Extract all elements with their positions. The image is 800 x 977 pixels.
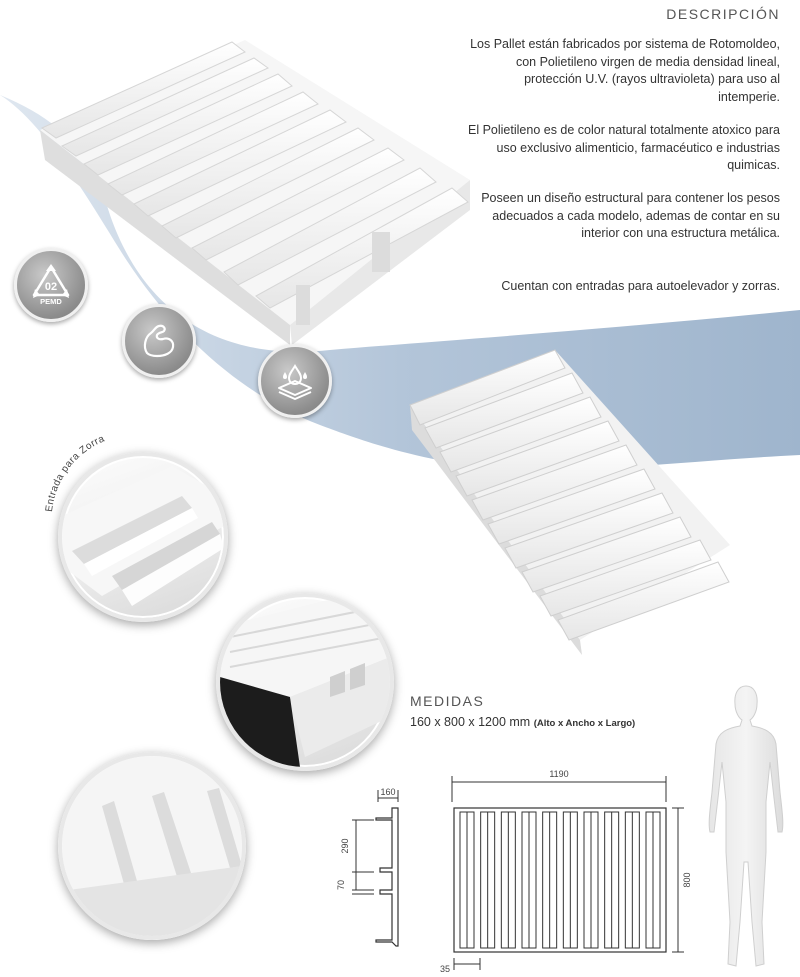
strength-badge — [122, 304, 196, 378]
descripcion-paragraph-4: Cuentan con entradas para autoelevador y zorras. — [501, 279, 780, 293]
dim-top-35: 35 — [440, 964, 450, 974]
recycle-code: 02 — [44, 281, 58, 293]
dim-side-290: 290 — [340, 838, 350, 854]
pallet-top-illustration — [40, 40, 470, 345]
recycle-badge — [14, 248, 88, 322]
dim-side-160: 160 — [380, 787, 396, 797]
side-profile-drawing — [330, 780, 420, 955]
dim-side-70: 70 — [336, 879, 346, 891]
descripcion-paragraph-1: Los Pallet están fabricados por sistema de Rotomoldeo, con Polietileno virgen de media densidad lineal, protección U.V. (rayos ultravioleta) para uso al intemperie. — [470, 37, 780, 104]
entrada-para-zorra-label: Entrada para Zorra — [43, 433, 107, 513]
medidas-dims-value: 160 x 800 x 1200 mm — [410, 715, 531, 729]
dim-top-800: 800 — [682, 872, 692, 888]
descripcion-paragraph-2: El Polietileno es de color natural totalmente atoxico para uso exclusivo alimenticio, farmacéutico e industrias quimicas. — [468, 123, 780, 172]
zoom-circle-corner — [216, 593, 394, 771]
top-view-drawing — [440, 762, 700, 974]
medidas-dims-note: (Alto x Ancho x Largo) — [533, 718, 636, 729]
recycle-label: PEMD — [40, 297, 62, 306]
medidas-title: MEDIDAS — [410, 693, 485, 709]
waterproof-badge — [258, 344, 332, 418]
descripcion-paragraph-3: Poseen un diseño estructural para contener los pesos adecuados a cada modelo, ademas de contar en su interior con una estructura metálica. — [481, 191, 780, 240]
medidas-dims — [410, 715, 635, 729]
dim-top-1190: 1190 — [549, 769, 569, 779]
descripcion-title: DESCRIPCIÓN — [666, 6, 780, 22]
zoom-circle-entrada — [58, 452, 228, 622]
water-drop-icon — [275, 362, 315, 400]
recycle-icon — [31, 264, 71, 298]
zoom-slats-detail — [62, 756, 242, 936]
human-scale-silhouette — [700, 682, 792, 977]
flexed-arm-icon — [139, 323, 179, 359]
zoom-entrada-detail — [62, 456, 224, 618]
zoom-corner-detail — [220, 597, 390, 767]
zoom-circle-slats — [58, 752, 246, 940]
